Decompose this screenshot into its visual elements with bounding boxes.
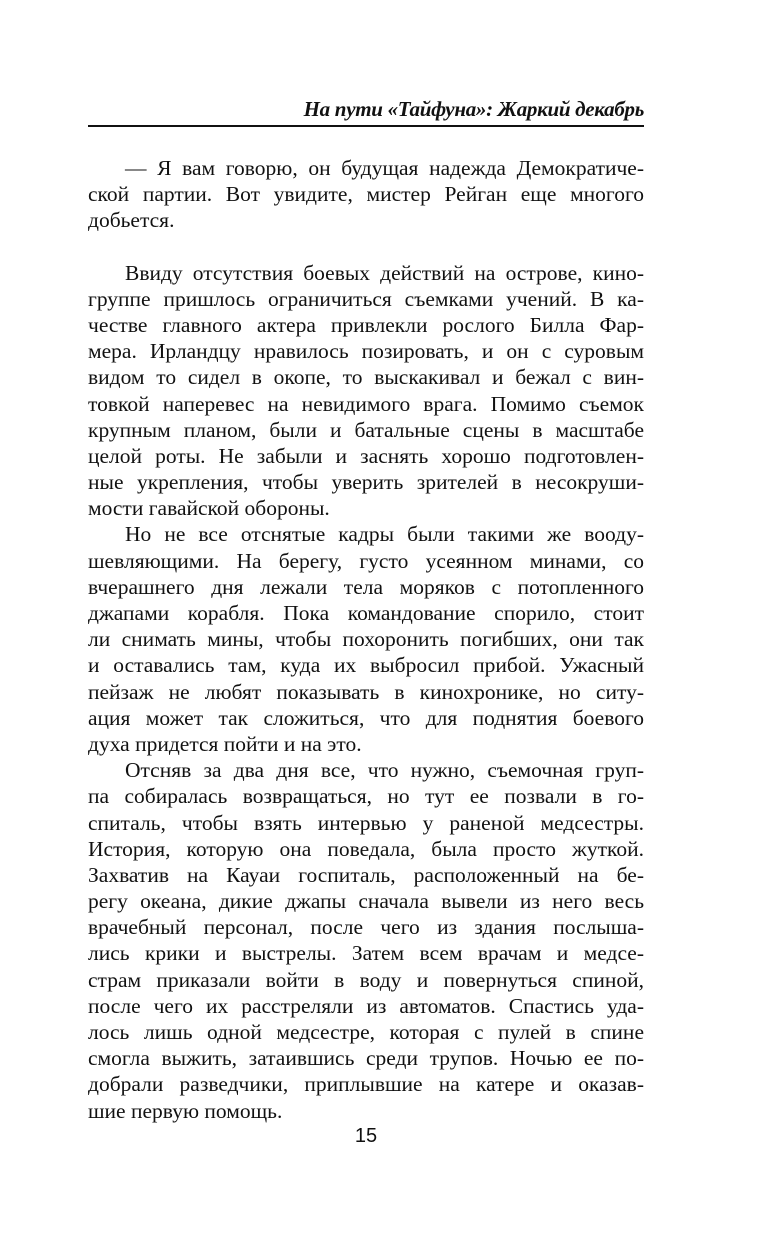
paragraph-filming bbox=[88, 260, 644, 522]
text-line: шевляющими. На берегу, густо усеянном минами, со bbox=[88, 548, 644, 573]
text-line: видом то сидел в окопе, то выскакивал и бежал с вин- bbox=[88, 365, 644, 390]
text-line: спиталь, чтобы взять интервью у раненой медсестры. bbox=[88, 810, 644, 835]
text-line: ли снимать мины, чтобы похоронить погибших, они так bbox=[88, 627, 644, 652]
page-number: 15 bbox=[354, 1125, 378, 1147]
text-line: па собиралась возвращаться, но тут ее позвали в го- bbox=[88, 784, 644, 809]
text-line: История, которую она поведала, была просто жуткой. bbox=[88, 836, 644, 861]
text-line: вчерашнего дня лежали тела моряков с потопленного bbox=[88, 574, 644, 599]
text-line: Ввиду отсутствия боевых действий на острове, кино- bbox=[125, 260, 644, 285]
text-line: Отсняв за два дня все, что нужно, съемочная груп- bbox=[125, 758, 644, 783]
text-line: и оставались там, куда их выбросил прибой. Ужасный bbox=[88, 653, 644, 678]
text-line: Но не все отснятые кадры были такими же вооду- bbox=[125, 522, 644, 547]
text-line: целой роты. Не забыли и заснять хорошо подготовлен- bbox=[88, 443, 644, 468]
text-line: регу океана, дикие джапы сначала вывели из него весь bbox=[88, 889, 644, 914]
paragraph-hospital bbox=[88, 757, 644, 1124]
text-line: страм приказали войти в воду и повернуться спиной, bbox=[88, 967, 644, 992]
text-line: пейзаж не любят показывать в кинохронике, но ситу- bbox=[88, 679, 644, 704]
body-text bbox=[88, 155, 644, 1124]
text-line: смогла выжить, затаившись среди трупов. Ночью ее по- bbox=[88, 1046, 644, 1071]
section-break bbox=[88, 234, 644, 260]
text-line: духа придется пойти и на это. bbox=[88, 731, 362, 756]
paragraph-beach bbox=[88, 521, 644, 757]
text-line: честве главного актера привлекли рослого Билла Фар- bbox=[88, 312, 644, 337]
text-line: мости гавайской обороны. bbox=[88, 496, 330, 521]
text-line: крупным планом, были и батальные сцены в масштабе bbox=[88, 417, 644, 442]
text-line: добрали разведчики, приплывшие на катере и оказав- bbox=[88, 1072, 644, 1097]
text-line: после чего их расстреляли из автоматов. Спастись уда- bbox=[88, 993, 644, 1018]
text-line: Захватив на Кауаи госпиталь, расположенный на бе- bbox=[88, 862, 644, 887]
text-line: ской партии. Вот увидите, мистер Рейган еще многого bbox=[88, 182, 644, 207]
text-line: лось лишь одной медсестре, которая с пулей в спине bbox=[88, 1020, 644, 1044]
text-line: ация может так сложиться, что для поднятия боевого bbox=[88, 705, 644, 730]
text-line: — Я вам говорю, он будущая надежда Демократиче- bbox=[125, 156, 644, 180]
paragraph-dialogue bbox=[88, 155, 644, 234]
text-line: группе пришлось ограничиться съемками учений. В ка- bbox=[88, 286, 644, 311]
text-line: товкой наперевес на невидимого врага. Помимо съемок bbox=[88, 391, 644, 416]
text-line: ные укрепления, чтобы уверить зрителей в несокруши- bbox=[88, 470, 644, 495]
text-line: лись крики и выстрелы. Затем всем врачам и медсе- bbox=[88, 941, 644, 966]
text-line: джапами корабля. Пока командование спорило, стоит bbox=[88, 601, 644, 625]
text-line: врачебный персонал, после чего из здания послыша- bbox=[88, 915, 644, 940]
running-head: На пути «Тайфуна»: Жаркий декабрь bbox=[303, 97, 644, 121]
text-line: добьется. bbox=[88, 208, 175, 233]
text-line: шие первую помощь. bbox=[88, 1098, 283, 1123]
text-line: мера. Ирландцу нравилось позировать, и он с суровым bbox=[88, 339, 644, 364]
header-rule bbox=[88, 125, 644, 127]
